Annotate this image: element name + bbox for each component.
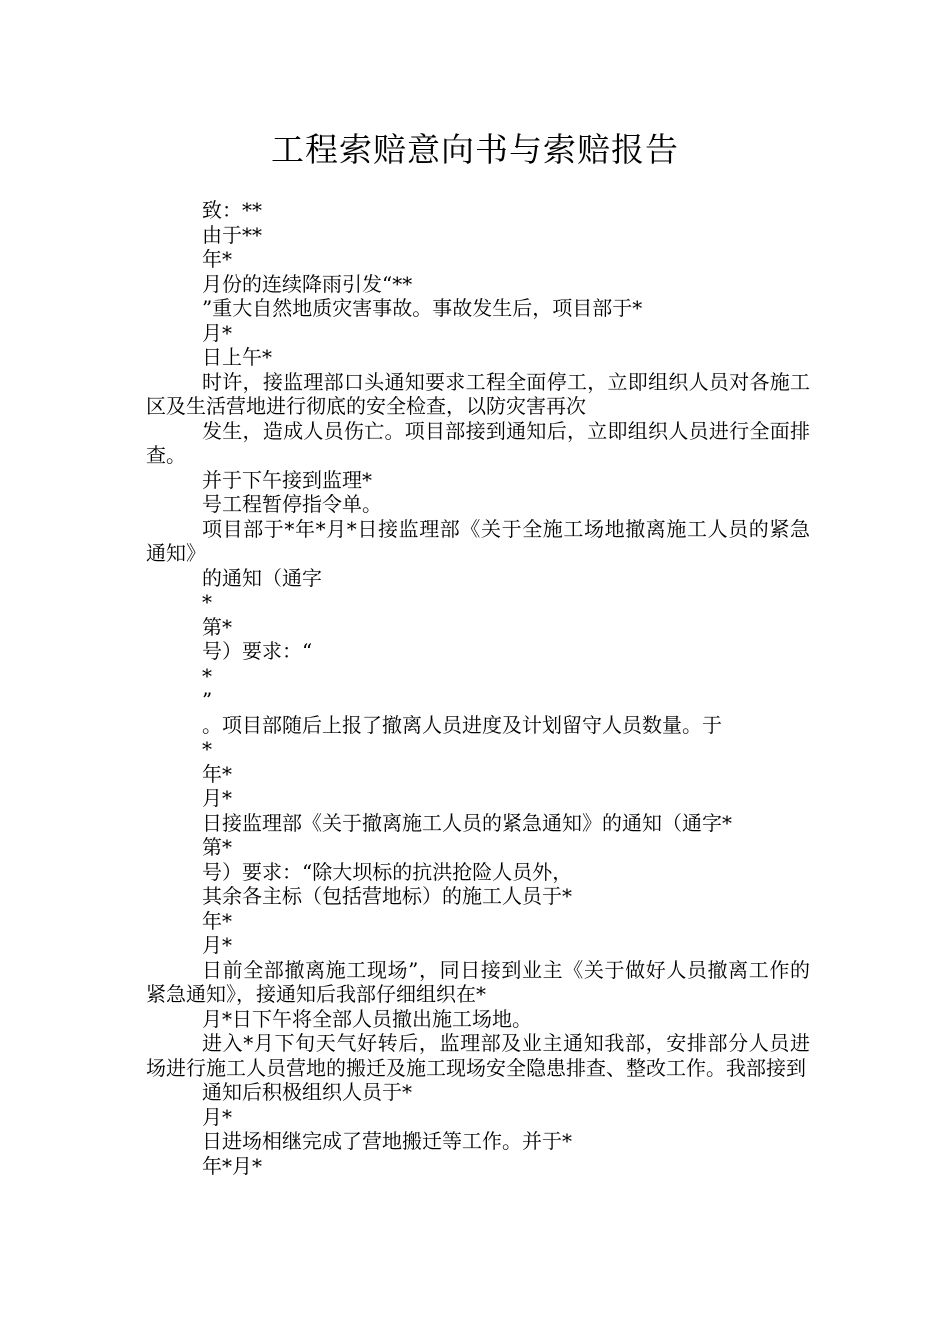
paragraph: 的通知（通字 <box>202 565 322 590</box>
paragraph: ”重大自然地质灾害事故。事故发生后，项目部于* <box>202 296 643 320</box>
paragraph: 年*月* <box>202 1153 262 1178</box>
paragraph: 日接监理部《关于撤离施工人员的紧急通知》的通知（通字* <box>202 810 732 835</box>
paragraph: 由于** <box>202 222 262 247</box>
paragraph: 号）要求：“除大坝标的抗洪抢险人员外， <box>202 859 573 884</box>
paragraph: 号工程暂停指令单。 <box>202 492 382 516</box>
paragraph: 时许，接监理部口头通知要求工程全面停工，立即组织人员对各施工区及生活营地进行彻底的安全检查，以防灾害再次 <box>146 369 810 418</box>
paragraph: 年* <box>202 908 232 933</box>
paragraph: 月*日下午将全部人员撤出施工场地。 <box>202 1006 532 1031</box>
paragraph: 月* <box>202 320 232 345</box>
paragraph: 月* <box>202 1104 232 1129</box>
paragraph: * <box>202 663 212 688</box>
paragraph: * <box>202 590 212 614</box>
paragraph: 进入*月下旬天气好转后，监理部及业主通知我部，安排部分人员进场进行施工人员营地的搬迁及施工现场安全隐患排查、整改工作。我部接到 <box>146 1031 810 1080</box>
paragraph: 通知后积极组织人员于* <box>202 1080 412 1104</box>
paragraph: 。项目部随后上报了撤离人员进度及计划留守人员数量。于 <box>202 712 722 737</box>
paragraph: 号）要求：“ <box>202 639 313 663</box>
document-body <box>146 198 810 1178</box>
paragraph: 第* <box>202 614 232 639</box>
paragraph: 第* <box>202 835 232 859</box>
paragraph: 发生，造成人员伤亡。项目部接到通知后，立即组织人员进行全面排查。 <box>146 418 810 467</box>
paragraph: 并于下午接到监理* <box>202 467 372 492</box>
paragraph: 年* <box>202 247 232 271</box>
paragraph: 其余各主标（包括营地标）的施工人员于* <box>202 884 572 908</box>
paragraph: ” <box>202 688 213 712</box>
paragraph: 月份的连续降雨引发“** <box>202 271 413 296</box>
paragraph: 日上午* <box>202 345 272 369</box>
paragraph: 致：** <box>202 198 262 222</box>
document-title: 工程索赔意向书与索赔报告 <box>271 130 679 169</box>
paragraph: 月* <box>202 786 232 810</box>
paragraph: 日前全部撤离施工现场”，同日接到业主《关于做好人员撤离工作的紧急通知》，接通知后我部仔细组织在* <box>146 957 810 1006</box>
paragraph: 项目部于*年*月*日接监理部《关于全施工场地撤离施工人员的紧急通知》 <box>146 516 810 565</box>
paragraph: * <box>202 737 212 761</box>
paragraph: 日进场相继完成了营地搬迁等工作。并于* <box>202 1129 572 1153</box>
paragraph: 月* <box>202 933 232 957</box>
paragraph: 年* <box>202 761 232 786</box>
